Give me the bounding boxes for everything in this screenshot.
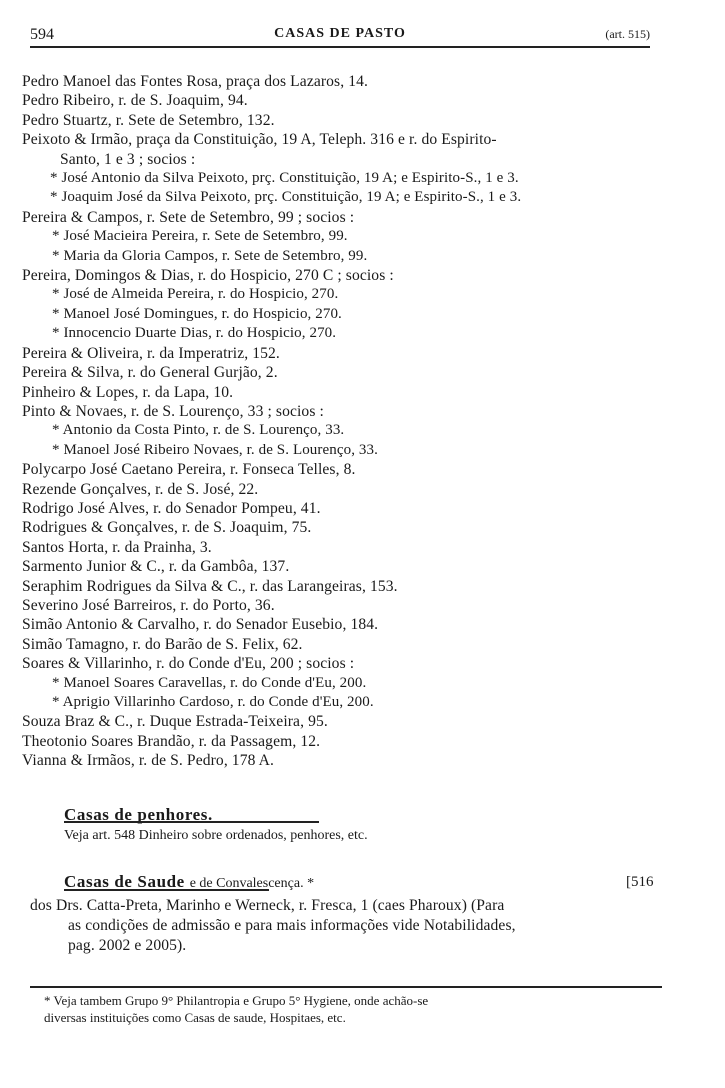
footnote-line: diversas instituições como Casas de saude, Hospitaes, etc. [44, 1010, 346, 1025]
entry: Pereira & Campos, r. Sete de Setembro, 99 ; socios : [22, 208, 355, 226]
saude-entry [30, 896, 670, 956]
entry: Sarmento Junior & C., r. da Gambôa, 137. [22, 558, 290, 576]
entry: Theotonio Soares Brandão, r. da Passagem, 12. [22, 732, 321, 750]
partner-entry: * Aprigio Villarinho Cardoso, r. do Conde d'Eu, 200. [52, 694, 374, 710]
partner-entry: * Joaquim José da Silva Peixoto, prç. Constituição, 19 A; e Espirito-S., 1 e 3. [50, 189, 522, 206]
partner-entry: * Antonio da Costa Pinto, r. de S. Lourenço, 33. [52, 422, 345, 439]
entry: Seraphim Rodrigues da Silva & C., r. das Larangeiras, 153. [22, 577, 398, 595]
partner-entry: * Innocencio Duarte Dias, r. do Hospicio, 270. [52, 325, 337, 342]
page-title: CASAS DE PASTO [274, 26, 406, 41]
partner-entry: * José Macieira Pereira, r. Sete de Setembro, 99. [52, 228, 348, 245]
entry-continuation: Santo, 1 e 3 ; socios : [60, 150, 196, 168]
page-header [30, 24, 650, 48]
entry: Rezende Gonçalves, r. de S. José, 22. [22, 480, 259, 498]
article-number: [516 [626, 874, 654, 890]
partner-entry: * Manoel Soares Caravellas, r. do Conde d'Eu, 200. [52, 674, 367, 691]
entry-continuation: pag. 2002 e 2005). [68, 937, 187, 954]
section-subtitle: e de Convalescença. * [189, 876, 315, 891]
entry: Pereira & Silva, r. do General Gurjão, 2. [22, 364, 278, 382]
entry: Polycarpo José Caetano Pereira, r. Fonseca Telles, 8. [22, 461, 356, 479]
entry: dos Drs. Catta-Preta, Marinho e Werneck, r. Fresca, 1 (caes Pharoux) (Para [30, 897, 505, 914]
cross-reference: Veja art. 548 Dinheiro sobre ordenados, penhores, etc. [64, 828, 368, 843]
entry: Soares & Villarinho, r. do Conde d'Eu, 200 ; socios : [22, 655, 355, 673]
entry: Pereira, Domingos & Dias, r. do Hospicio, 270 C ; socios : [22, 267, 394, 285]
section-heading-penhores: Casas de penhores. [64, 805, 213, 824]
partner-entry: * Maria da Gloria Campos, r. Sete de Setembro, 99. [52, 247, 368, 264]
entry-continuation: as condições de admissão e para mais informações vide Notabilidades, [68, 917, 516, 934]
entry: Rodrigues & Gonçalves, r. de S. Joaquim, 75. [22, 519, 312, 537]
entry: Simão Antonio & Carvalho, r. do Senador Eusebio, 184. [22, 616, 379, 634]
entry: Pedro Stuartz, r. Sete de Setembro, 132. [22, 111, 275, 129]
entry: Pinheiro & Lopes, r. da Lapa, 10. [22, 383, 234, 401]
entry: Santos Horta, r. da Prainha, 3. [22, 538, 212, 556]
entry: Vianna & Irmãos, r. de S. Pedro, 178 A. [22, 752, 274, 770]
entry: Pereira & Oliveira, r. da Imperatriz, 152. [22, 344, 280, 362]
entry: Peixoto & Irmão, praça da Constituição, 19 A, Teleph. 316 e r. do Espirito- [22, 131, 497, 149]
footnote-line: * Veja tambem Grupo 9° Philantropia e Grupo 5° Hygiene, onde achão-se [44, 993, 429, 1008]
page-number: 594 [30, 26, 54, 43]
entry: Pedro Manoel das Fontes Rosa, praça dos Lazaros, 14. [22, 73, 369, 90]
partner-entry: * Manoel José Ribeiro Novaes, r. de S. Lourenço, 33. [52, 441, 378, 458]
heading-underline [64, 821, 319, 823]
entry: Rodrigo José Alves, r. do Senador Pompeu, 41. [22, 499, 321, 517]
partner-entry: * Manoel José Domingues, r. do Hospicio, 270. [52, 305, 342, 322]
entry: Severino José Barreiros, r. do Porto, 36. [22, 596, 275, 614]
partner-entry: * José de Almeida Pereira, r. do Hospicio, 270. [52, 286, 339, 303]
article-reference: (art. 515) [605, 27, 650, 41]
partner-entry: * José Antonio da Silva Peixoto, prç. Constituição, 19 A; e Espirito-S., 1 e 3. [50, 170, 519, 187]
section-title: Casas de Saude [64, 872, 185, 891]
entries-list [22, 72, 662, 771]
heading-underline [64, 889, 269, 891]
entry: Pinto & Novaes, r. de S. Lourenço, 33 ; socios : [22, 402, 324, 420]
entry: Simão Tamagno, r. do Barão de S. Felix, 62. [22, 635, 303, 653]
entry: Pedro Ribeiro, r. de S. Joaquim, 94. [22, 92, 248, 110]
footnote [44, 992, 428, 1026]
footnote-divider [30, 986, 662, 988]
entry: Souza Braz & C., r. Duque Estrada-Teixeira, 95. [22, 713, 328, 731]
